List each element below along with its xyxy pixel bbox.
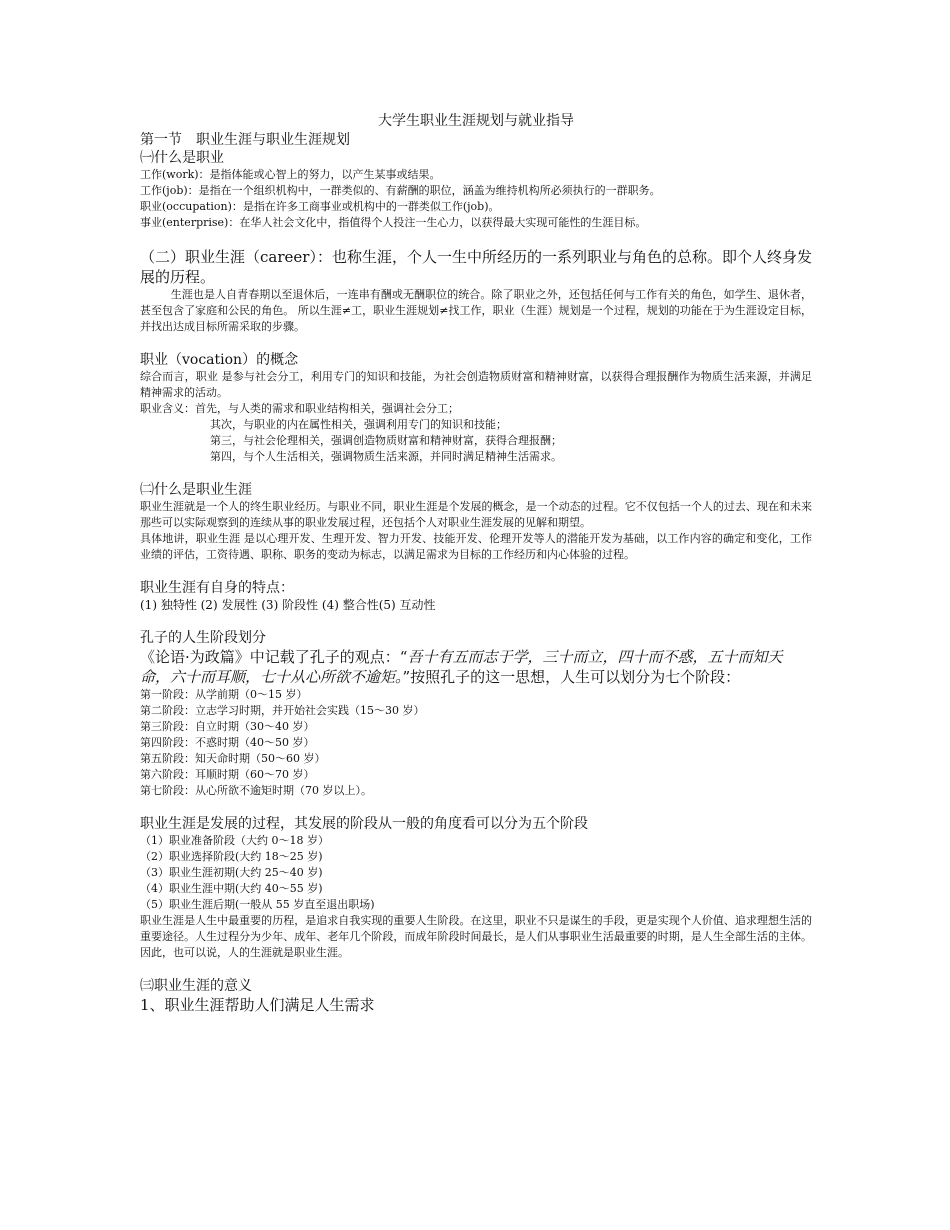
- features-heading: 职业生涯有自身的特点：: [140, 580, 294, 596]
- confucius-intro-a: 《论语·为政篇》中记载了孔子的观点：“: [140, 648, 408, 666]
- document-title: 大学生职业生涯规划与就业指导: [378, 113, 574, 129]
- career-stage-3: （3）职业生涯初期(大约 25～40 岁): [140, 866, 323, 879]
- career-heading: （二）职业生涯（career）：也称生涯，个人一生中所经历的一系列职业与角色的总称。即个人终身发展的历程。: [140, 248, 812, 286]
- confucius-intro: [140, 647, 812, 687]
- definition-enterprise: 事业(enterprise)：在华人社会文化中，指值得个人投注一生心力，以获得最大实现可能性的生涯目标。: [140, 216, 647, 229]
- vocation-meaning-first: 职业含义：首先，与人类的需求和职业结构相关，强调社会分工；: [140, 402, 459, 415]
- five-stages-paragraph: 职业生涯是人生中最重要的历程，是追求自我实现的重要人生阶段。在这里，职业不只是谋生的手段，更是实现个人价值、追求理想生活的重要途径。人生过程分为少年、成年、老年几个阶段，而成年阶段时间最长，是人们从事职业生活最重要的时期，是人生全部生活的主体。因此，也可以说，人的生涯就是职业生涯。: [140, 914, 812, 959]
- subsection-what-is-occupation: ㈠什么是职业: [140, 150, 224, 166]
- life-stage-1: 第一阶段：从学前期（0～15 岁）: [140, 688, 308, 701]
- section-3-heading: ㈢职业生涯的意义: [140, 978, 252, 994]
- confucius-intro-b: ”按照孔子的这一思想，人生可以划分为七个阶段：: [402, 668, 741, 686]
- document-page: [140, 112, 812, 1015]
- confucius-quote: 吾十有五而志于学，三十而立，四十而不惑，五十而知天命，六十而耳顺，七十从心所欲不逾矩。: [140, 648, 783, 686]
- definition-job: 工作(job)：是指在一个组织机构中，一群类似的、有薪酬的职位，涵盖为维持机构所必须执行的一群职务。: [140, 184, 661, 197]
- vocation-summary: 综合而言，职业 是参与社会分工，利用专门的知识和技能，为社会创造物质财富和精神财富，以获得合理报酬作为物质生活来源，并满足精神需求的活动。: [140, 370, 812, 399]
- career-stage-2: （2）职业选择阶段(大约 18～25 岁): [140, 850, 323, 863]
- definition-work: 工作(work)：是指体能或心智上的努力，以产生某事或结果。: [140, 168, 441, 181]
- life-stage-3: 第三阶段：自立时期（30～40 岁）: [140, 720, 315, 733]
- vocation-meaning-third: 第三，与社会伦理相关，强调创造物质财富和精神财富，获得合理报酬；: [210, 434, 562, 447]
- vocation-meaning-second: 其次，与职业的内在属性相关，强调利用专门的知识和技能；: [210, 418, 507, 431]
- life-stage-5: 第五阶段：知天命时期（50～60 岁）: [140, 752, 326, 765]
- confucius-heading: 孔子的人生阶段划分: [140, 630, 266, 646]
- five-stages-heading: 职业生涯是发展的过程，其发展的阶段从一般的角度看可以分为五个阶段: [140, 816, 588, 832]
- features-list: (1) 独特性 (2) 发展性 (3) 阶段性 (4) 整合性(5) 互动性: [140, 598, 436, 612]
- career-stage-1: （1）职业准备阶段（大约 0～18 岁）: [140, 834, 329, 847]
- section-1-heading: 第一节 职业生涯与职业生涯规划: [140, 132, 350, 148]
- vocation-heading: 职业（vocation）的概念: [140, 352, 299, 368]
- life-stage-2: 第二阶段：立志学习时期，并开始社会实践（15～30 岁）: [140, 704, 425, 717]
- vocation-meaning-fourth: 第四，与个人生活相关，强调物质生活来源，并同时满足精神生活需求。: [210, 450, 562, 463]
- section-3-item-1: 1、职业生涯帮助人们满足人生需求: [140, 996, 375, 1014]
- career-paragraph: 生涯也是人自青春期以至退休后，一连串有酬或无酬职位的统合。除了职业之外，还包括任何与工作有关的角色，如学生、退休者，甚至包含了家庭和公民的角色。 所以生涯≠工，职业生涯规划≠找工作，职业（生涯）规划是一个过程，规划的功能在于为生涯设定目标，并找出达成目标所需采取的步骤。: [140, 288, 812, 333]
- definition-occupation: 职业(occupation)：是指在许多工商事业或机构中的一群类似工作(job)。: [140, 200, 500, 213]
- life-stage-4: 第四阶段：不惑时期（40～50 岁）: [140, 736, 315, 749]
- career-stage-5: （5）职业生涯后期(一般从 55 岁直至退出职场): [140, 898, 375, 911]
- section-2-heading: ㈡什么是职业生涯: [140, 482, 252, 498]
- section-2-paragraph-1: 职业生涯就是一个人的终生职业经历。与职业不同，职业生涯是个发展的概念，是一个动态的过程。它不仅包括一个人的过去、现在和未来那些可以实际观察到的连续从事的职业发展过程，还包括个人对职业生涯发展的见解和期望。: [140, 500, 812, 529]
- career-stage-4: （4）职业生涯中期(大约 40～55 岁): [140, 882, 323, 895]
- life-stage-6: 第六阶段：耳顺时期（60～70 岁）: [140, 768, 315, 781]
- section-2-paragraph-2: 具体地讲，职业生涯 是以心理开发、生理开发、智力开发、技能开发、伦理开发等人的潜能开发为基础，以工作内容的确定和变化，工作业绩的评估，工资待遇、职称、职务的变动为标志，以满足需求为目标的工作经历和内心体验的过程。: [140, 532, 812, 561]
- life-stage-7: 第七阶段：从心所欲不逾矩时期（70 岁以上）。: [140, 784, 372, 797]
